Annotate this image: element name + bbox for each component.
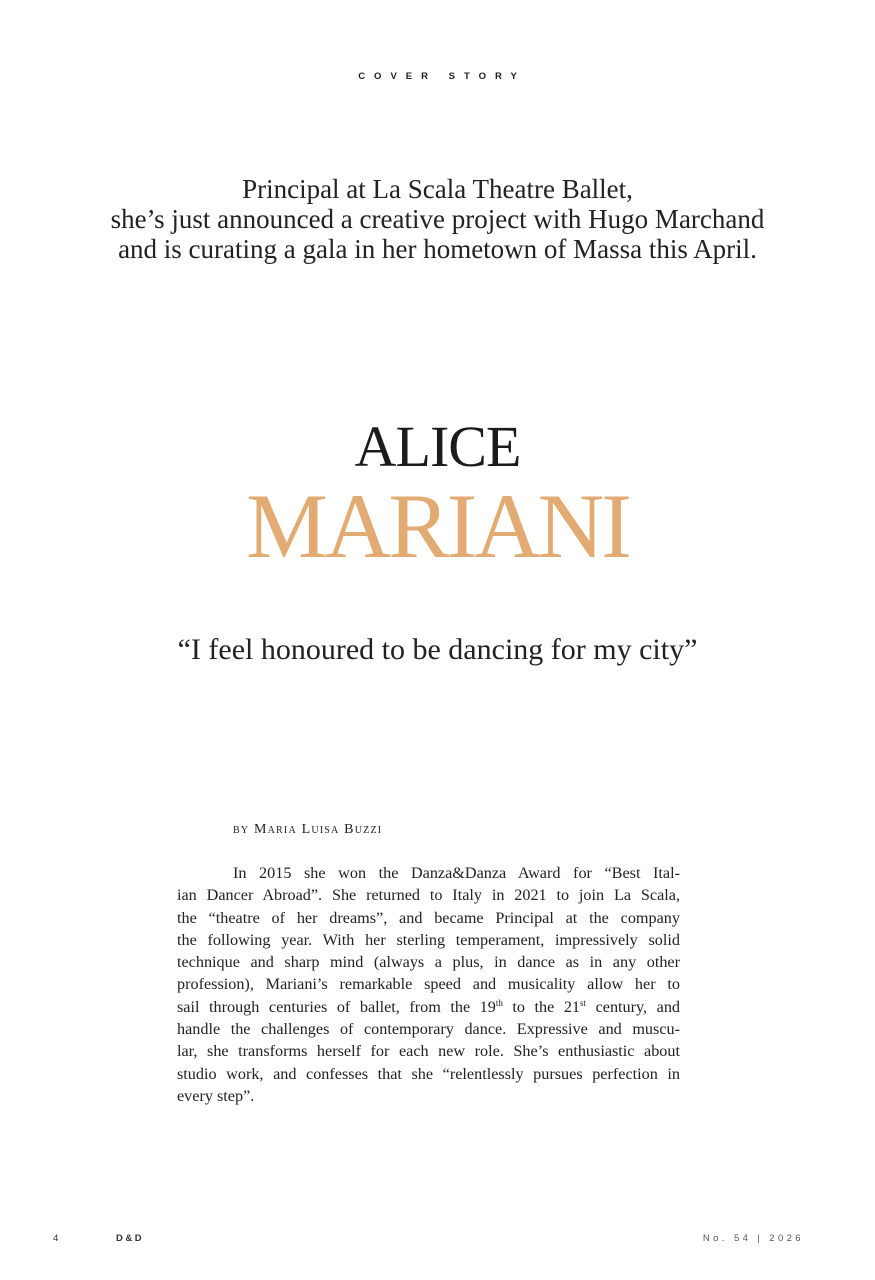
- body-line: lar, she transforms herself for each new role. She’s enthusiastic about: [177, 1042, 680, 1061]
- body-line: profession), Mariani’s remarkable speed and musicality allow her to: [177, 975, 680, 994]
- body-line: ian Dancer Abroad”. She returned to Italy in 2021 to join La Scala,: [177, 886, 680, 905]
- standfirst-line: Principal at La Scala Theatre Ballet,: [242, 174, 633, 204]
- article-body: [177, 862, 680, 1107]
- body-fragment: to the 21: [502, 997, 581, 1016]
- superscript: th: [495, 997, 503, 1008]
- brand-logo: D&D: [116, 1233, 145, 1244]
- superscript: st: [580, 997, 587, 1008]
- body-fragment: sail through centuries of ballet, from the 19: [177, 997, 496, 1016]
- issue-info: No. 54 | 2026: [702, 1233, 804, 1244]
- standfirst: [0, 174, 875, 264]
- section-label: COVER STORY: [358, 71, 526, 82]
- standfirst-line: and is curating a gala in her hometown of Massa this April.: [118, 234, 757, 264]
- pull-quote: “I feel honoured to be dancing for my city”: [177, 633, 698, 666]
- body-line: [177, 996, 680, 1018]
- body-fragment: century, and: [586, 997, 681, 1016]
- body-line: technique and sharp mind (always a plus, in dance as in any other: [177, 953, 680, 972]
- body-line: studio work, and confesses that she “relentlessly pursues perfection in: [177, 1064, 680, 1083]
- body-line: the following year. With her sterling temperament, impressively solid: [177, 930, 680, 949]
- title-first-name: ALICE: [354, 414, 521, 479]
- standfirst-line: she’s just announced a creative project with Hugo Marchand: [110, 204, 765, 234]
- page-number: 4: [53, 1233, 59, 1244]
- body-line: handle the challenges of contemporary dance. Expressive and muscu-: [177, 1020, 680, 1039]
- body-line: In 2015 she won the Danza&Danza Award for “Best Ital-: [233, 864, 680, 882]
- byline: by Maria Luisa Buzzi: [233, 822, 383, 837]
- body-line: the “theatre of her dreams”, and became Principal at the company: [177, 908, 680, 927]
- body-line: every step”.: [177, 1086, 255, 1105]
- title-last-name: MARIANI: [246, 475, 629, 577]
